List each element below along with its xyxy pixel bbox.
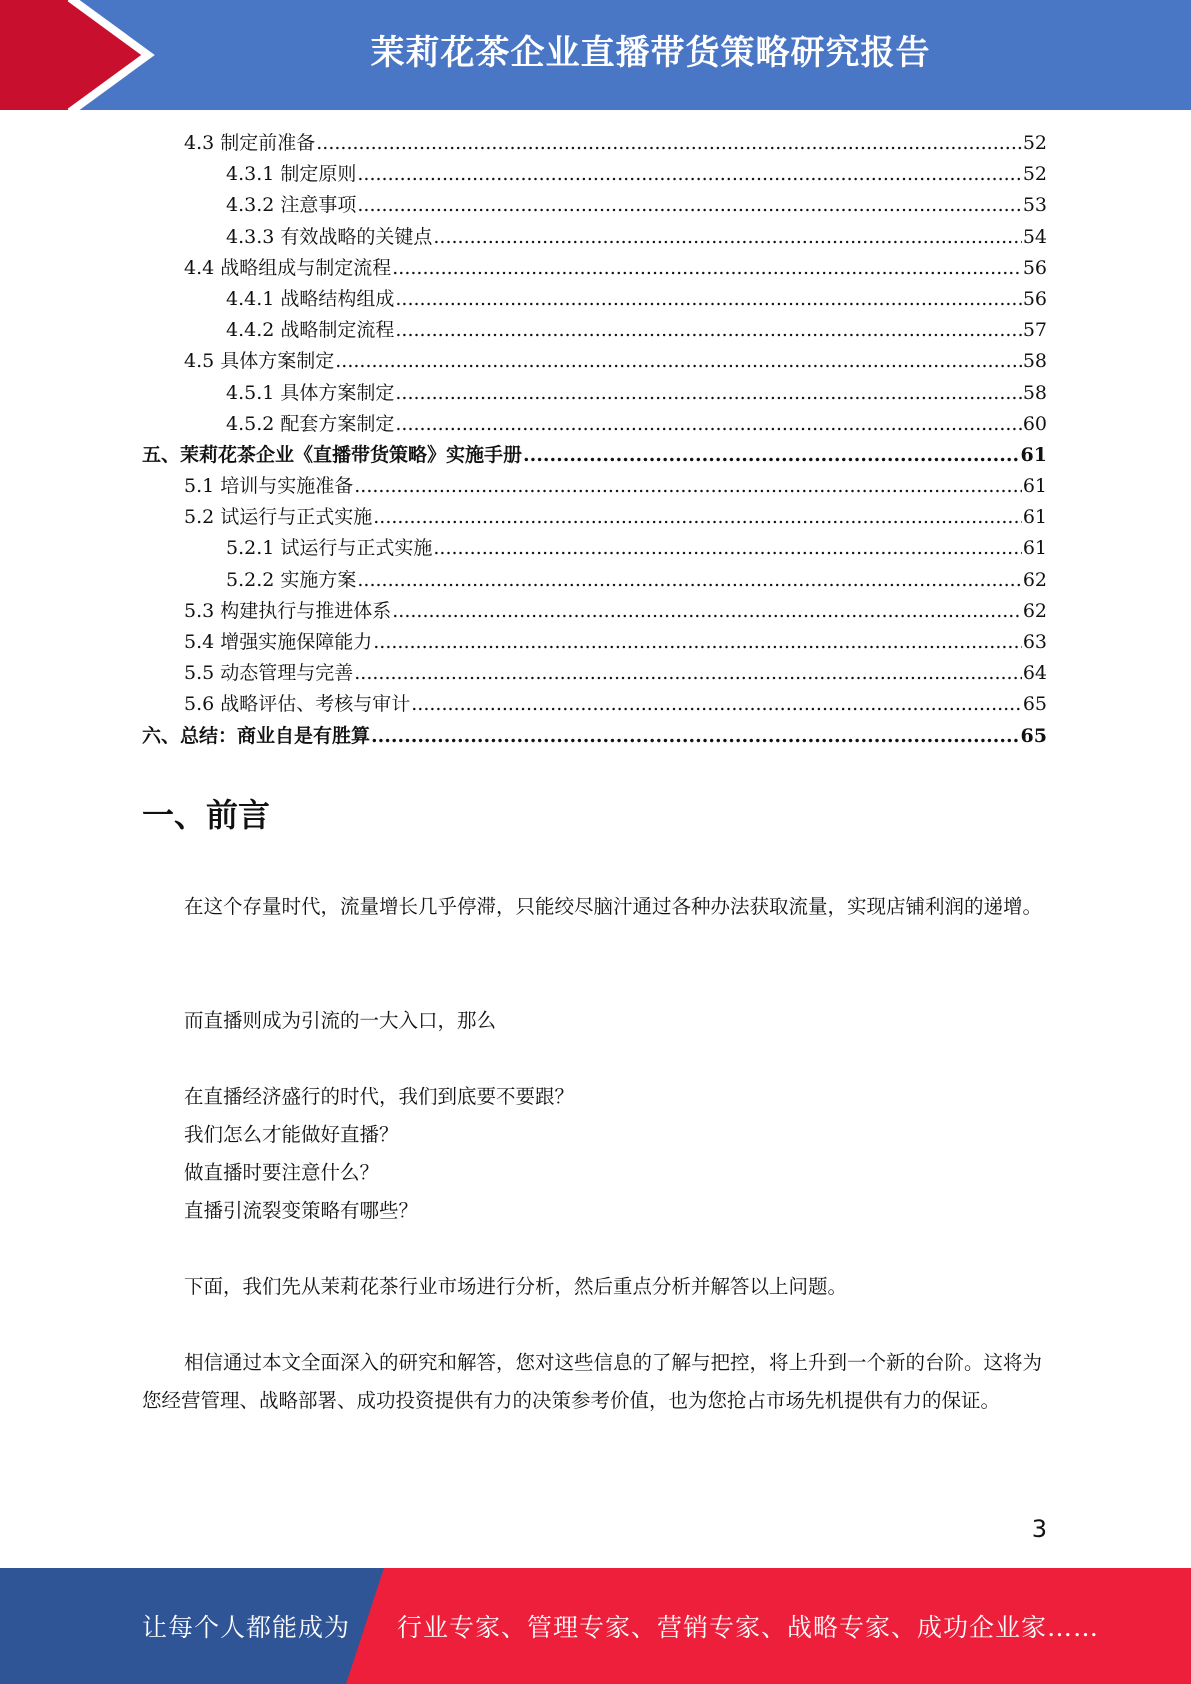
toc-entry-title: 4.3 制定前准备	[184, 132, 316, 154]
toc-entry[interactable]	[142, 471, 1047, 502]
toc-dot-leader	[335, 346, 1022, 377]
toc-entry-page: 53	[1022, 194, 1047, 217]
table-of-contents	[142, 128, 1047, 752]
toc-entry-title: 5.1 培训与实施准备	[184, 475, 354, 498]
toc-dot-leader	[395, 315, 1021, 346]
toc-dot-leader	[357, 159, 1021, 190]
toc-dot-leader	[354, 471, 1022, 502]
toc-entry[interactable]	[142, 502, 1047, 533]
toc-entry[interactable]	[142, 596, 1047, 627]
toc-entry-title: 4.4.2 战略制定流程	[226, 319, 395, 342]
toc-entry-page: 52	[1022, 132, 1047, 154]
toc-entry-page: 65	[1020, 724, 1047, 747]
page-header	[0, 0, 1191, 110]
toc-entry-title: 4.3.1 制定原则	[226, 163, 357, 186]
toc-dot-leader	[371, 721, 1020, 752]
toc-dot-leader	[357, 565, 1021, 596]
toc-entry-page: 60	[1022, 412, 1047, 435]
toc-entry[interactable]	[142, 378, 1047, 409]
toc-entry[interactable]	[142, 533, 1047, 564]
toc-entry-page: 54	[1022, 225, 1047, 248]
page-number: 3	[1031, 1515, 1047, 1543]
toc-entry-page: 52	[1022, 163, 1047, 186]
toc-entry[interactable]	[142, 253, 1047, 284]
question-list	[142, 1078, 1047, 1230]
toc-entry-page: 61	[1022, 475, 1047, 498]
toc-entry-page: 63	[1022, 631, 1047, 653]
toc-entry-title: 5.4 增强实施保障能力	[184, 631, 373, 653]
toc-dot-leader	[373, 502, 1022, 533]
toc-entry[interactable]	[142, 658, 1047, 689]
toc-entry[interactable]	[142, 440, 1047, 471]
toc-entry-title: 4.4 战略组成与制定流程	[184, 256, 392, 279]
toc-entry[interactable]	[142, 409, 1047, 440]
toc-entry[interactable]	[142, 346, 1047, 377]
page-footer	[0, 1568, 1191, 1684]
toc-entry-title: 4.4.1 战略结构组成	[226, 287, 395, 310]
toc-entry-page: 58	[1022, 381, 1047, 404]
toc-entry[interactable]	[142, 159, 1047, 190]
header-chevron-shape	[0, 0, 160, 110]
toc-entry-title: 5.5 动态管理与完善	[184, 662, 354, 685]
toc-entry-page: 65	[1022, 693, 1047, 716]
toc-entry[interactable]	[142, 128, 1047, 159]
toc-entry[interactable]	[142, 627, 1047, 658]
toc-entry-title: 5.3 构建执行与推进体系	[184, 599, 392, 622]
toc-entry-title: 4.5.2 配套方案制定	[226, 412, 395, 435]
toc-entry-title: 5.6 战略评估、考核与审计	[184, 693, 411, 716]
toc-entry[interactable]	[142, 190, 1047, 221]
toc-entry[interactable]	[142, 222, 1047, 253]
toc-entry-page: 57	[1022, 319, 1047, 342]
footer-slogan-right: 行业专家、管理专家、营销专家、战略专家、成功企业家……	[397, 1613, 1100, 1642]
toc-dot-leader	[395, 409, 1021, 440]
toc-entry-page: 61	[1022, 506, 1047, 529]
question-item: 做直播时要注意什么？	[184, 1161, 380, 1184]
toc-dot-leader	[357, 190, 1021, 221]
intro-paragraph-4: 相信通过本文全面深入的研究和解答，您对这些信息的了解与把控，将上升到一个新的台阶。这将为您经营管理、战略部署、成功投资提供有力的决策参考价值，也为您抢占市场先机提供有力的保证。	[142, 1351, 1043, 1412]
toc-dot-leader	[354, 658, 1022, 689]
question-item: 我们怎么才能做好直播？	[184, 1123, 399, 1146]
toc-entry-title: 六、总结：商业自是有胜算	[142, 724, 371, 747]
toc-entry[interactable]	[142, 284, 1047, 315]
toc-entry[interactable]	[142, 689, 1047, 720]
toc-entry-page: 62	[1022, 568, 1047, 591]
chevron-red-fill	[0, 0, 148, 110]
toc-dot-leader	[395, 378, 1021, 409]
toc-entry[interactable]	[142, 315, 1047, 346]
toc-entry-title: 4.5.1 具体方案制定	[226, 381, 395, 404]
intro-paragraph-3: 下面，我们先从茉莉花茶行业市场进行分析，然后重点分析并解答以上问题。	[184, 1275, 848, 1298]
toc-dot-leader	[316, 128, 1022, 159]
question-item: 在直播经济盛行的时代，我们到底要不要跟？	[184, 1085, 575, 1108]
section-heading: 一、前言	[142, 796, 271, 834]
toc-entry-title: 4.5 具体方案制定	[184, 350, 335, 373]
footer-slogan-left: 让每个人都能成为	[142, 1613, 351, 1642]
toc-entry-title: 5.2.1 试运行与正式实施	[226, 537, 433, 560]
toc-entry[interactable]	[142, 565, 1047, 596]
toc-dot-leader	[373, 627, 1022, 658]
toc-entry-title: 4.3.2 注意事项	[226, 194, 357, 217]
toc-entry-page: 56	[1022, 256, 1047, 279]
toc-entry-title: 5.2 试运行与正式实施	[184, 506, 373, 529]
toc-entry-title: 5.2.2 实施方案	[226, 568, 357, 591]
toc-dot-leader	[392, 253, 1022, 284]
toc-entry-page: 62	[1022, 599, 1047, 622]
toc-entry-page: 61	[1022, 537, 1047, 560]
toc-dot-leader	[392, 596, 1022, 627]
toc-entry-page: 56	[1022, 287, 1047, 310]
toc-entry[interactable]	[142, 721, 1047, 752]
toc-entry-page: 58	[1022, 350, 1047, 373]
toc-dot-leader	[433, 533, 1021, 564]
toc-entry-title: 五、茉莉花茶企业《直播带货策略》实施手册	[142, 443, 523, 466]
question-item: 直播引流裂变策略有哪些？	[184, 1199, 419, 1222]
toc-entry-page: 64	[1022, 662, 1047, 685]
toc-dot-leader	[523, 440, 1020, 471]
toc-dot-leader	[433, 222, 1021, 253]
intro-paragraph-2: 而直播则成为引流的一大入口，那么	[184, 1009, 497, 1032]
intro-paragraph-1: 在这个存量时代，流量增长几乎停滞，只能绞尽脑汁通过各种办法获取流量，实现店铺利润的递增。	[184, 895, 1043, 918]
report-title: 茉莉花茶企业直播带货策略研究报告	[370, 33, 931, 73]
toc-dot-leader	[395, 284, 1021, 315]
toc-dot-leader	[411, 689, 1022, 720]
toc-entry-title: 4.3.3 有效战略的关键点	[226, 225, 433, 248]
toc-entry-page: 61	[1020, 443, 1047, 466]
